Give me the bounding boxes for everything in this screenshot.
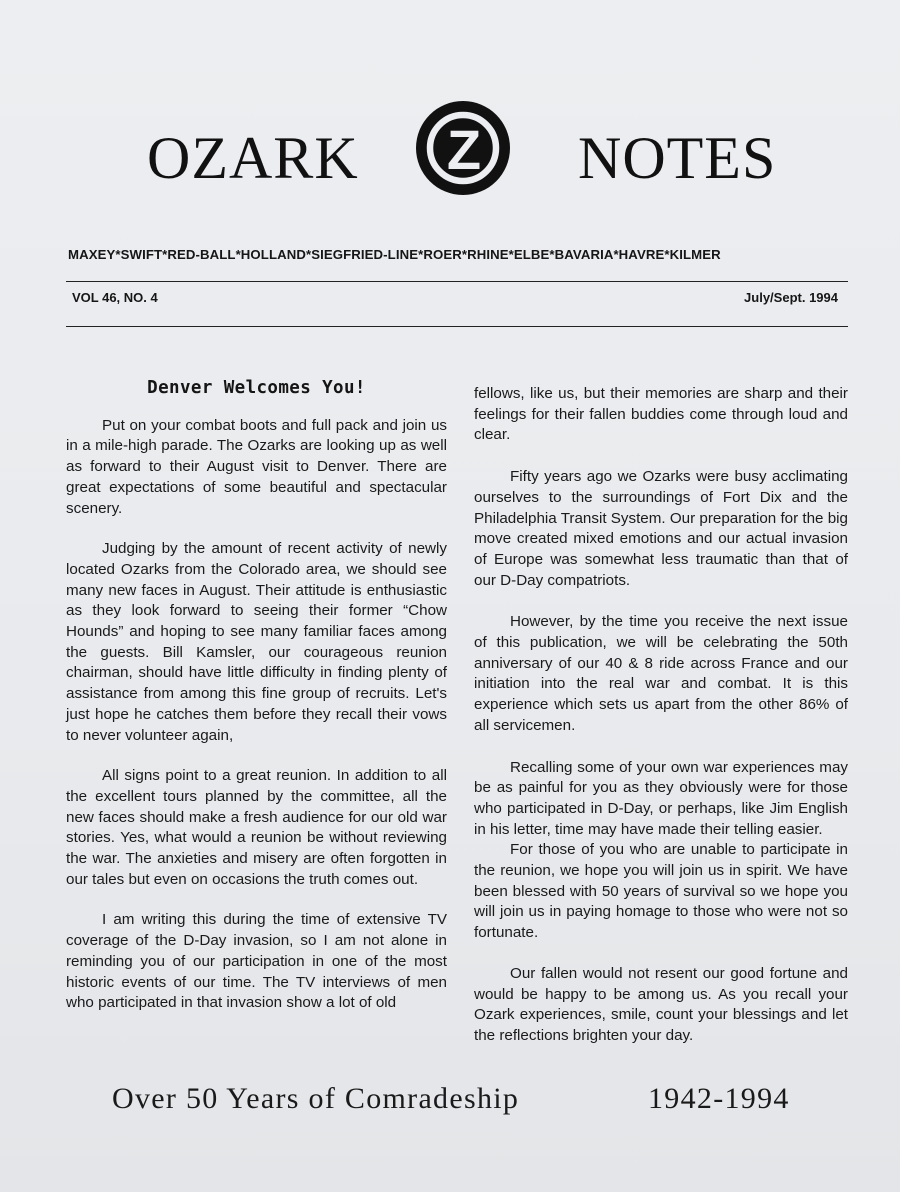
logo-letter: Z xyxy=(446,118,482,181)
masthead-title-right: NOTES xyxy=(578,125,777,191)
volume-number: VOL 46, NO. 4 xyxy=(72,290,158,305)
battle-honors-line: MAXEY*SWIFT*RED-BALL*HOLLAND*SIEGFRIED-LINE*ROER*RHINE*ELBE*BAVARIA*HAVRE*KILMER xyxy=(68,247,721,262)
ozark-logo xyxy=(409,84,517,212)
article-paragraph: Put on your combat boots and full pack and join us in a mile-high parade. The Ozarks are looking up as well as forward to their August visit to Denver. There are great expectations of some beautiful and spectacular scenery. xyxy=(66,416,447,517)
article-paragraph: Judging by the amount of recent activity of newly located Ozarks from the Colorado area, we should see many new faces in August. Their attitude is enthusiastic as they look forward to seeing their former “Chow Hounds” and hoping to see many familiar faces among the guests. Bill Kamsler, our courageous reunion chairman, should have little difficulty in finding plenty of assistance from among this fine group of recruits. Let's just hope he catches them before they recall their vows to never volunteer again, xyxy=(66,540,447,744)
article-paragraph: Fifty years ago we Ozarks were busy acclimating ourselves to the surroundings of Fort Dix and the Philadelphia Transit System. Our preparation for the big move created mixed emotions and our actual invasion of Europe was somewhat less traumatic than that of our D-Day compatriots. xyxy=(474,468,848,589)
article-paragraph: Our fallen would not resent our good fortune and would be happy to be among us. As you recall your Ozark experiences, smile, count your blessings and let the reflections brighten your day. xyxy=(474,964,848,1044)
top-rule xyxy=(66,281,848,282)
footer-motto: Over 50 Years of Comradeship xyxy=(112,1082,520,1115)
article-paragraph: For those of you who are unable to participate in the reunion, we hope you will join us in spirit. We have been blessed with 50 years of survival so we hope you will join us in paying homage to those who were not so fortunate. xyxy=(474,841,848,942)
masthead-title-left: OZARK xyxy=(147,125,359,191)
article-paragraph: However, by the time you receive the next issue of this publication, we will be celebrating the 50th anniversary of our 40 & 8 ride across France and our initiation into the real war and combat. It is this experience which sets us apart from the other 86% of all servicemen. xyxy=(474,613,848,734)
article-paragraph: Recalling some of your own war experiences may be as painful for you as they obviously were for those who participated in D-Day, or perhaps, like Jim English in his letter, time may have made their telling easier. xyxy=(474,758,848,838)
bottom-rule xyxy=(66,326,848,327)
article-headline: Denver Welcomes You! xyxy=(147,378,366,398)
article-column-right xyxy=(474,384,848,1047)
article-paragraph: fellows, like us, but their memories are sharp and their feelings for their fallen buddies come through loud and clear. xyxy=(474,385,848,444)
article-paragraph: All signs point to a great reunion. In addition to all the excellent tours planned by the committee, all the new faces should make a fresh audience for our old war stories. Yes, what would a reunion be without reviewing the war. The anxieties and misery are often forgotten in our tales but even on occasions the truth comes out. xyxy=(66,767,447,888)
article-column-left xyxy=(66,378,447,1014)
article-paragraph: I am writing this during the time of extensive TV coverage of the D-Day invasion, so I am not alone in reminding you of our participation in one of the most historic events of our time. The TV interviews of men who participated in that invasion show a lot of old xyxy=(66,911,447,1012)
footer-years: 1942-1994 xyxy=(648,1082,790,1115)
issue-date: July/Sept. 1994 xyxy=(744,290,838,305)
